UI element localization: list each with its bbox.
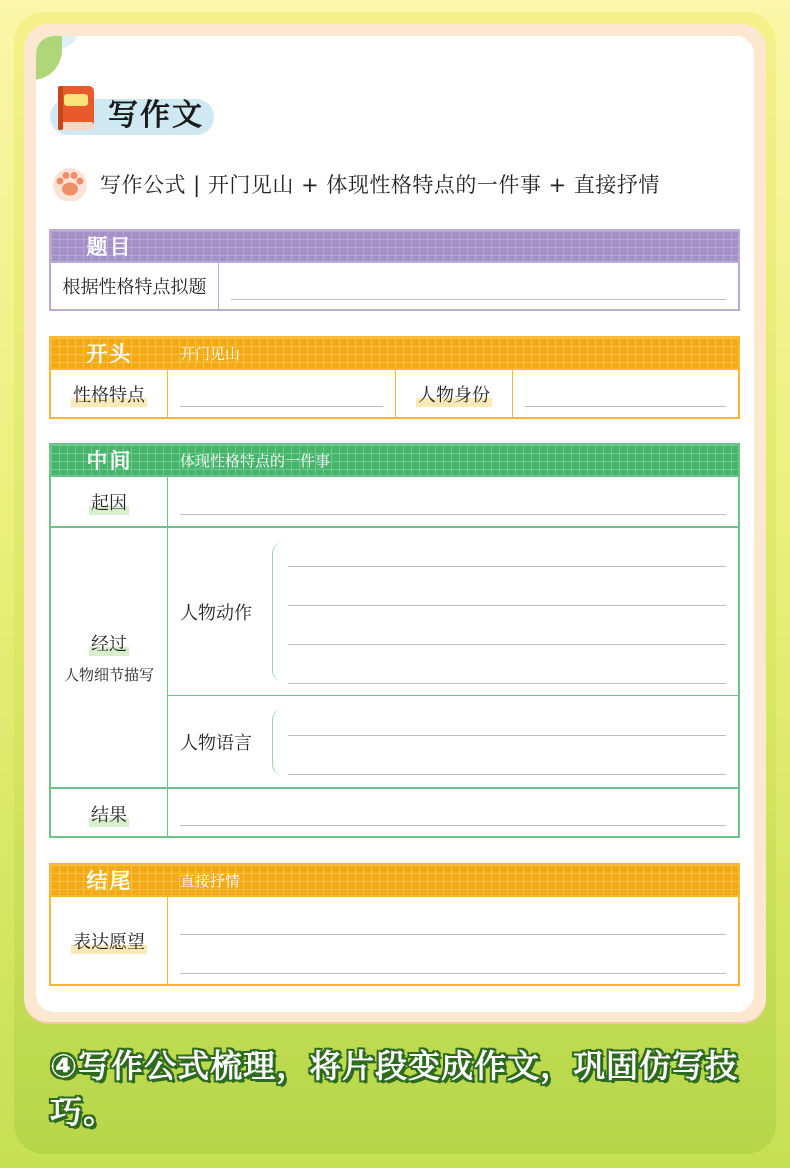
book-icon — [54, 82, 100, 134]
wish-answer-cell — [168, 897, 738, 984]
topic-table — [49, 229, 740, 311]
topic-row — [51, 261, 738, 309]
middle-header — [51, 445, 738, 475]
topic-answer-cell — [219, 263, 738, 309]
action-block — [168, 528, 738, 696]
result-answer-cell — [168, 789, 738, 838]
speech-lines — [288, 702, 738, 775]
answer-line[interactable] — [180, 897, 726, 935]
leaf-decoration — [36, 36, 62, 80]
answer-line[interactable] — [288, 567, 726, 606]
speech-block — [168, 696, 738, 787]
opening-table — [49, 336, 740, 419]
ending-header — [51, 865, 738, 895]
process-label-cell — [51, 528, 168, 787]
action-lines — [288, 528, 738, 684]
topic-header — [51, 231, 738, 261]
identity-label-cell — [396, 370, 513, 417]
ending-head-label: 结尾 — [86, 869, 133, 893]
process-detail-cell — [168, 528, 738, 787]
trait-answer-cell — [168, 370, 396, 417]
middle-head-label: 中间 — [86, 449, 133, 473]
answer-line[interactable] — [180, 370, 383, 407]
topic-head-label: 题目 — [86, 235, 133, 259]
wish-label-cell — [51, 897, 168, 984]
process-sub-label: 人物细节描写 — [63, 666, 154, 684]
trait-label-cell — [51, 370, 168, 417]
writing-formula: 写作公式 | 开门见山 + 体现性格特点的一件事 + 直接抒情 — [100, 173, 660, 197]
answer-line[interactable] — [288, 606, 726, 645]
middle-sub-label: 体现性格特点的一件事 — [180, 451, 331, 470]
answer-line[interactable] — [288, 645, 726, 684]
answer-line[interactable] — [180, 789, 726, 826]
cause-answer-cell — [168, 477, 738, 526]
answer-line[interactable] — [525, 370, 726, 407]
topic-label: 根据性格特点拟题 — [62, 277, 207, 298]
answer-line[interactable] — [288, 528, 726, 567]
answer-line[interactable] — [288, 736, 726, 775]
result-label: 结果 — [89, 801, 129, 827]
cause-label-cell — [51, 477, 168, 526]
opening-head-label: 开头 — [86, 342, 133, 366]
answer-line[interactable] — [288, 702, 726, 736]
opening-sub-label: 开门见山 — [180, 344, 241, 363]
paw-icon — [52, 167, 88, 201]
brace — [272, 542, 288, 682]
answer-line[interactable] — [231, 263, 726, 300]
identity-answer-cell — [513, 370, 738, 417]
result-label-cell — [51, 789, 168, 838]
identity-label: 人物身份 — [416, 381, 492, 407]
speech-label: 人物语言 — [180, 732, 252, 754]
brace — [272, 708, 288, 776]
answer-line[interactable] — [180, 477, 726, 515]
ending-row — [51, 895, 738, 984]
wish-label: 表达愿望 — [71, 928, 147, 954]
opening-row — [51, 368, 738, 417]
section-title: 写作文 — [108, 98, 204, 133]
opening-header — [51, 338, 738, 368]
process-row — [51, 526, 738, 787]
cause-label: 起因 — [89, 489, 129, 515]
cause-row — [51, 475, 738, 526]
trait-label: 性格特点 — [71, 381, 147, 407]
ending-table — [49, 863, 740, 986]
process-label: 经过 — [89, 630, 129, 656]
ending-sub-label: 直接抒情 — [180, 871, 241, 890]
formula-row — [52, 166, 660, 202]
answer-line[interactable] — [180, 935, 726, 974]
feature-caption: ④写作公式梳理，将片段变成作文，巩固仿写技巧。 — [50, 1047, 739, 1131]
result-row — [51, 787, 738, 838]
action-label: 人物动作 — [180, 602, 252, 624]
middle-table — [49, 443, 740, 838]
topic-label-cell — [51, 263, 219, 309]
